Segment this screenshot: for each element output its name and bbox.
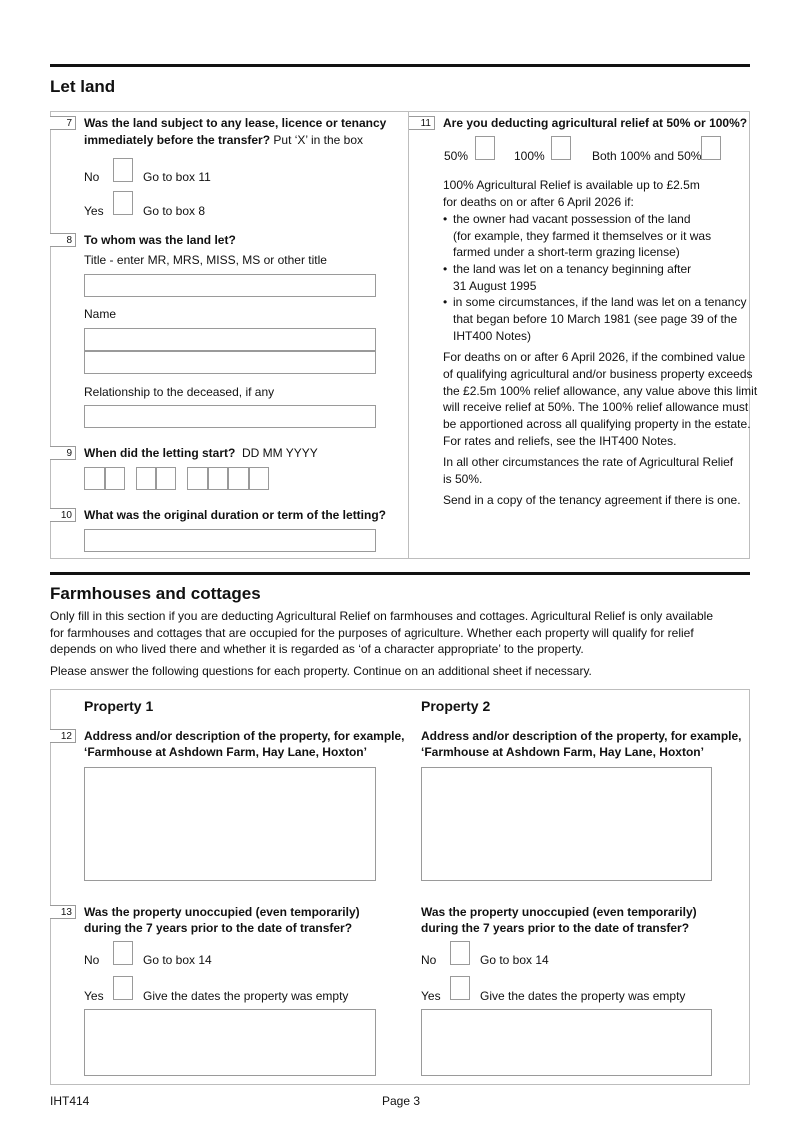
farmhouses-intro-line3: depends on who lived there and whether it is regarded as ‘of a character appropriate’ to the property. (50, 642, 584, 656)
q8-title-label: Title - enter MR, MRS, MISS, MS or other title (84, 253, 327, 267)
q11-100-label: 100% (514, 149, 545, 163)
q9-year-digit-4[interactable] (249, 467, 269, 490)
question-number-9: 9 (50, 446, 76, 460)
q11-para3-line1: In all other circumstances the rate of Agricultural Relief (443, 455, 734, 469)
q13-property1-line2: during the 7 years prior to the date of transfer? (84, 921, 353, 935)
q9-day-digit-1[interactable] (84, 467, 105, 490)
q13-property1-no-checkbox[interactable] (113, 941, 133, 965)
q12-property1-address-input[interactable] (84, 767, 376, 881)
q13-property2-no-label: No (421, 953, 437, 967)
q11-bullet-1-line1: • the owner had vacant possession of the land (453, 211, 691, 228)
column-divider (408, 111, 409, 559)
property-2-heading: Property 2 (421, 698, 491, 714)
q11-para2-line3: the £2.5m 100% relief allowance, any value above this limit (443, 384, 758, 398)
q13-property1-line1: Was the property unoccupied (even temporarily) (84, 905, 360, 919)
q13-property2-line2: during the 7 years prior to the date of transfer? (421, 921, 690, 935)
q11-both-label: Both 100% and 50% (592, 149, 702, 163)
farmhouses-intro-line1: Only fill in this section if you are deducting Agricultural Relief on farmhouses and cottages. Agricultural Relief is only available (50, 609, 714, 623)
q7-yes-goto: Go to box 8 (143, 204, 206, 218)
q12-property2-address-input[interactable] (421, 767, 712, 881)
section-title-farmhouses: Farmhouses and cottages (50, 584, 261, 603)
question-7-text: Was the land subject to any lease, licence or tenancy immediately before the transfer? Put ‘X’ in the box (84, 116, 387, 147)
footer-form-code: IHT414 (50, 1094, 90, 1108)
q8-title-input[interactable] (84, 274, 376, 297)
question-9-text: When did the letting start? DD MM YYYY (84, 446, 318, 460)
q11-50-checkbox[interactable] (475, 136, 495, 160)
q9-month-digit-1[interactable] (136, 467, 156, 490)
section-rule-farmhouses (50, 572, 750, 575)
q12-property1-line2: ‘Farmhouse at Ashdown Farm, Hay Lane, Hoxton’ (84, 745, 367, 759)
q13-property1-yes-checkbox[interactable] (113, 976, 133, 1000)
q11-50-label: 50% (444, 149, 469, 163)
q8-relationship-label: Relationship to the deceased, if any (84, 385, 275, 399)
q13-property1-yes-label: Yes (84, 989, 104, 1003)
section-rule-let-land (50, 64, 750, 67)
question-number-13: 13 (50, 905, 76, 919)
q11-both-checkbox[interactable] (701, 136, 721, 160)
q11-para2-line5: be apportioned across all qualifying property in the estate. (443, 417, 751, 431)
q11-para4: Send in a copy of the tenancy agreement if there is one. (443, 493, 741, 507)
q13-property1-yes-text: Give the dates the property was empty (143, 989, 349, 1003)
q9-year-digit-3[interactable] (228, 467, 249, 490)
section-title-let-land: Let land (50, 77, 116, 96)
farmhouses-intro-line4: Please answer the following questions for each property. Continue on an additional sheet if necessary. (50, 664, 592, 678)
question-10-text: What was the original duration or term of the letting? (84, 508, 387, 522)
q12-property2-line2: ‘Farmhouse at Ashdown Farm, Hay Lane, Hoxton’ (421, 745, 704, 759)
property-1-heading: Property 1 (84, 698, 154, 714)
q13-property2-no-checkbox[interactable] (450, 941, 470, 965)
q11-intro-line2: for deaths on or after 6 April 2026 if: (443, 195, 634, 209)
question-number-8: 8 (50, 233, 76, 247)
q11-para2-line4: will receive relief at 50%. The 100% relief allowance must (443, 400, 749, 414)
q11-intro-line1: 100% Agricultural Relief is available up to £2.5m (443, 178, 700, 192)
q7-no-checkbox[interactable] (113, 158, 133, 182)
q7-yes-label: Yes (84, 204, 104, 218)
q11-para3-line2: is 50%. (443, 472, 483, 486)
q11-bullet-2-line1: • the land was let on a tenancy beginning after (453, 261, 691, 278)
q13-property1-dates-input[interactable] (84, 1009, 376, 1076)
q11-para2-line1: For deaths on or after 6 April 2026, if the combined value (443, 350, 746, 364)
q12-property2-line1: Address and/or description of the property, for example, (421, 729, 742, 743)
question-8-text: To whom was the land let? (84, 233, 236, 247)
q9-year-digit-1[interactable] (187, 467, 208, 490)
q13-property2-yes-text: Give the dates the property was empty (480, 989, 686, 1003)
q13-property1-no-label: No (84, 953, 100, 967)
q8-relationship-input[interactable] (84, 405, 376, 428)
q8-name-label: Name (84, 307, 117, 321)
q10-duration-input[interactable] (84, 529, 376, 552)
q11-bullet-1-line2: (for example, they farmed it themselves or it was (453, 229, 712, 243)
q11-bullet-1-line3: farmed under a short-term grazing license) (453, 245, 680, 259)
q11-bullet-3-line3: IHT400 Notes) (453, 329, 532, 343)
q13-property2-yes-label: Yes (421, 989, 441, 1003)
question-number-11: 11 (409, 116, 435, 130)
q9-year-digit-2[interactable] (208, 467, 228, 490)
footer-page-number: Page 3 (382, 1094, 421, 1108)
q11-bullet-3-line1: • in some circumstances, if the land was let on a tenancy (453, 294, 746, 311)
q8-name-input-line1[interactable] (84, 328, 376, 351)
q8-name-input-line2[interactable] (84, 351, 376, 374)
q13-property2-yes-checkbox[interactable] (450, 976, 470, 1000)
q7-no-goto: Go to box 11 (143, 170, 211, 184)
q11-para2-line6: For rates and reliefs, see the IHT400 Notes. (443, 434, 677, 448)
q13-property2-dates-input[interactable] (421, 1009, 712, 1076)
question-number-12: 12 (50, 729, 76, 743)
q13-property1-no-goto: Go to box 14 (143, 953, 212, 967)
q11-bullet-3-line2: that began before 10 March 1981 (see page 39 of the (453, 312, 738, 326)
q13-property2-line1: Was the property unoccupied (even temporarily) (421, 905, 697, 919)
farmhouses-intro-line2: for farmhouses and cottages that are occupied for the purposes of agriculture. Whether each property will qualify for relief (50, 626, 694, 640)
q11-bullet-2-line2: 31 August 1995 (453, 279, 537, 293)
q12-property1-line1: Address and/or description of the property, for example, (84, 729, 405, 743)
q11-100-checkbox[interactable] (551, 136, 571, 160)
q9-day-digit-2[interactable] (105, 467, 125, 490)
q9-month-digit-2[interactable] (156, 467, 176, 490)
q11-para2-line2: of qualifying agricultural and/or business property exceeds (443, 367, 753, 381)
question-number-10: 10 (50, 508, 76, 522)
q7-no-label: No (84, 170, 100, 184)
q13-property2-no-goto: Go to box 14 (480, 953, 549, 967)
question-11-text: Are you deducting agricultural relief at 50% or 100%? (443, 116, 748, 130)
question-number-7: 7 (50, 116, 76, 130)
q7-yes-checkbox[interactable] (113, 191, 133, 215)
